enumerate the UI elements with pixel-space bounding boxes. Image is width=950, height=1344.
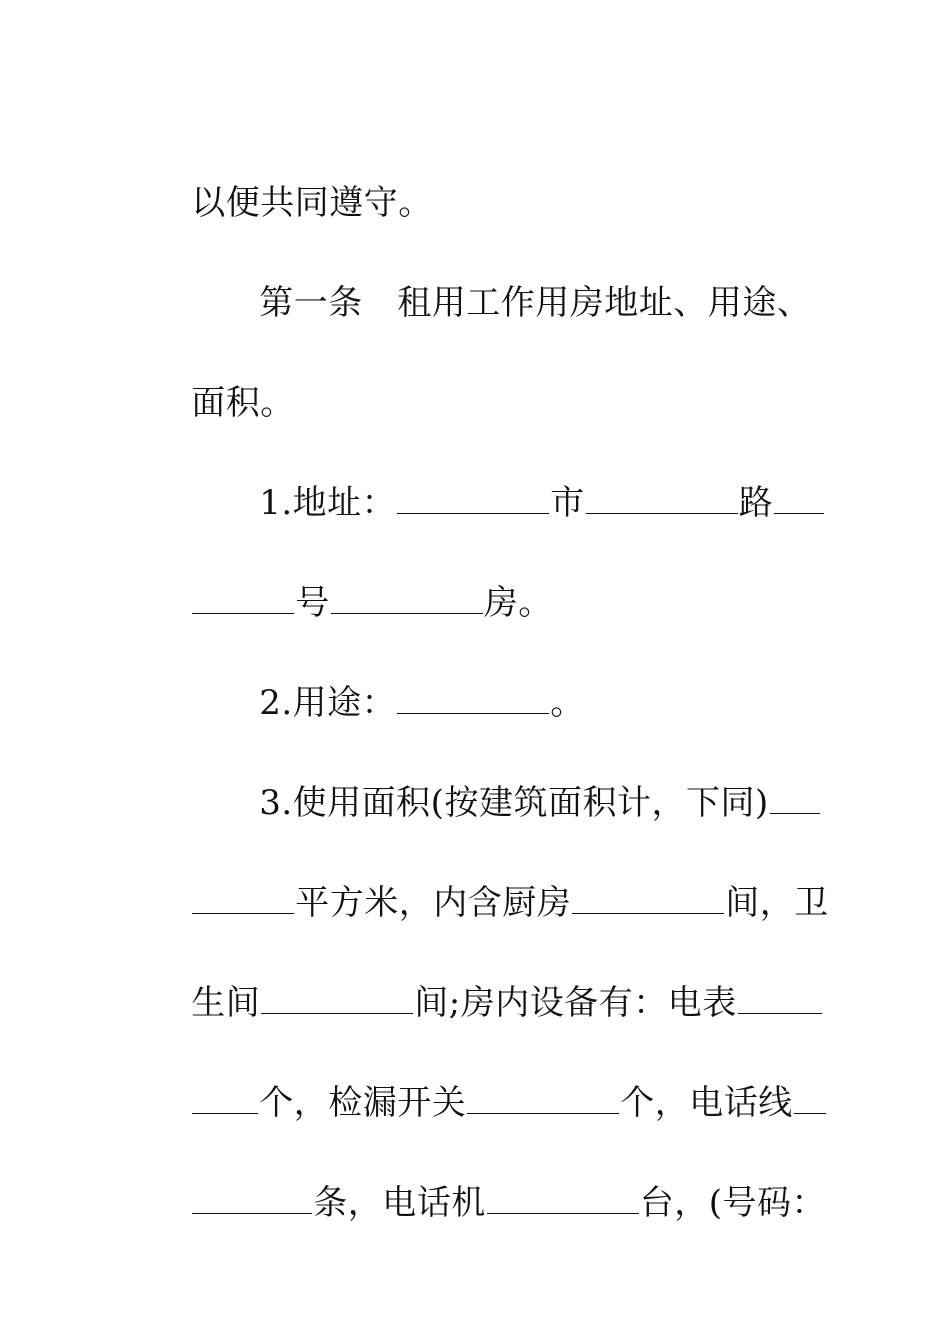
text-segment: 第一条 租用工作用房地址、用途、 [259, 283, 812, 323]
address-line-continued [146, 528, 806, 623]
text-segment: 路 [738, 483, 774, 523]
bathroom-blank [261, 979, 413, 1014]
road-blank [586, 479, 738, 514]
equipment-line [146, 928, 806, 1023]
kitchen-blank [572, 879, 724, 914]
equipment-line-continued [146, 1028, 806, 1123]
text-segment: 以便共同遵守。 [191, 183, 433, 223]
address-line [214, 428, 874, 523]
room-blank [331, 579, 483, 614]
purpose-blank [397, 679, 549, 714]
text-segment: 3.使用面积(按建筑面积计，下同) [259, 783, 769, 823]
phone-line-blank-start [794, 1079, 826, 1114]
number-blank-end [192, 579, 294, 614]
area-line-continued [146, 828, 829, 923]
text-segment: 个，检漏开关 [259, 1083, 467, 1123]
text-segment: 个，电话线 [620, 1083, 793, 1123]
purpose-line [214, 628, 874, 723]
text-segment: 2.用途： [259, 683, 397, 723]
phone-line-blank-end [192, 1179, 312, 1214]
text-segment: 平方米，内含厨房 [295, 883, 572, 923]
equipment-line-continued [146, 1128, 826, 1223]
text-segment: 条，电话机 [313, 1183, 486, 1223]
text-segment: 1.地址： [259, 483, 397, 523]
text-segment: 间;房内设备有：电表 [414, 983, 737, 1023]
text-segment: 面积。 [191, 383, 295, 423]
text-segment: 生间 [191, 983, 261, 1023]
text-segment: 。 [550, 683, 585, 723]
area-blank-end [192, 879, 294, 914]
city-blank [397, 479, 549, 514]
meter-blank-start [738, 979, 822, 1014]
area-blank-start [770, 779, 820, 814]
leak-switch-blank [467, 1079, 619, 1114]
area-line [214, 728, 874, 823]
meter-blank-end [192, 1079, 258, 1114]
text-segment: 间，卫 [725, 883, 829, 923]
text-line [146, 128, 806, 223]
text-segment: 房。 [483, 583, 553, 623]
text-segment: 号 [295, 583, 330, 623]
phone-set-blank [487, 1179, 639, 1214]
text-segment: 市 [550, 483, 585, 523]
text-segment: 台，(号码： [639, 1183, 826, 1223]
clause-heading [214, 228, 874, 323]
number-blank-start [774, 479, 824, 514]
text-line [146, 328, 806, 423]
